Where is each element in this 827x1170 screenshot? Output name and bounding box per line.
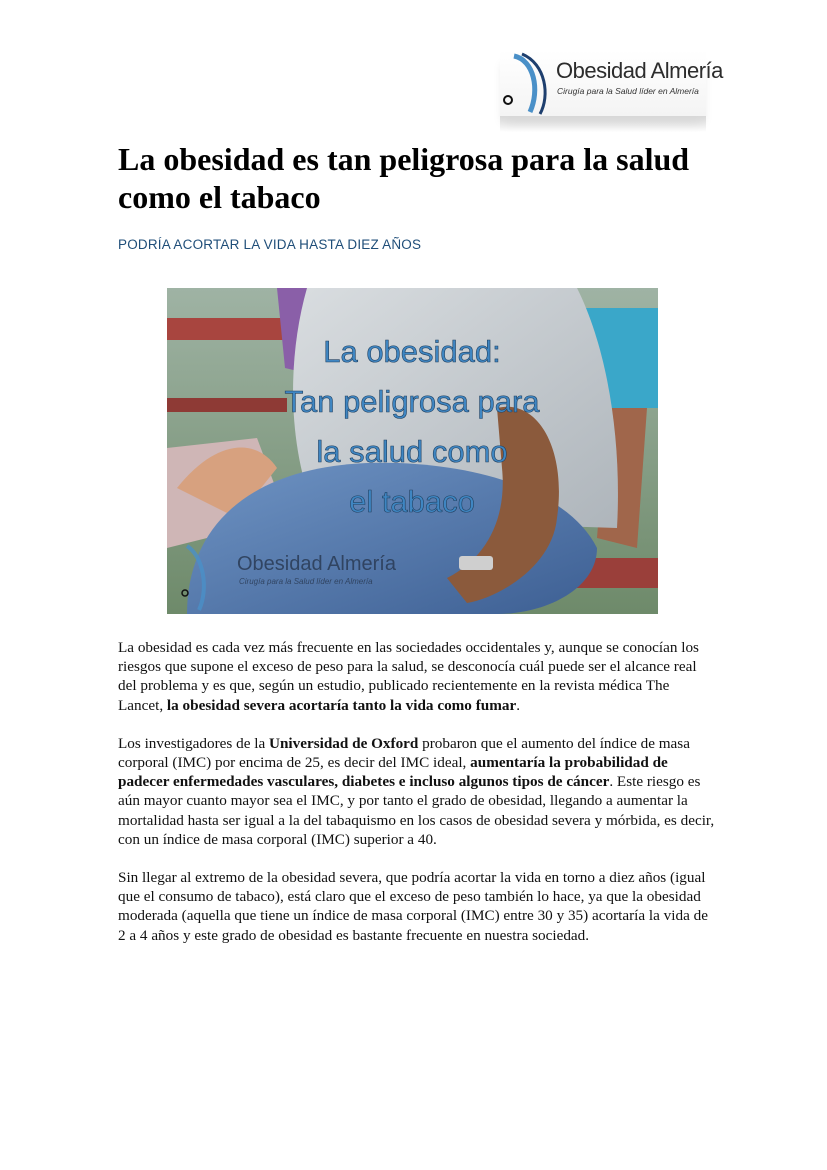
logo-reflection [500,116,706,132]
overlay-line-3: la salud como [316,434,508,469]
overlay-line-2: Tan peligrosa para [284,384,540,419]
article-title: La obesidad es tan peligrosa para la salud como el tabaco [118,141,690,215]
article-subtitle: PODRÍA ACORTAR LA VIDA HASTA DIEZ AÑOS [118,237,422,252]
paragraph-text: La obesidad es cada vez más frecuente en las sociedades occidentales y, aunque se conocían los riesgos que supone el exceso de peso para la salud, se desconocía cuál puede ser el alcance real del problema y es que, según un estudio, publicado recientemente en la revista médica The Lancet, [118,639,699,714]
overlay-line-1: La obesidad: [323,334,501,369]
logo-mark-icon [500,50,560,116]
paragraph-text: Sin llegar al extremo de la obesidad severa, que podría acortar la vida en torno a diez años (igual que el consumo de tabaco), está claro que el exceso de peso también lo hace, ya que la obesidad moderada (aquella que tiene un índice de masa corporal (IMC) entre 30 y 35) acortaría la vida de 2 a 4 años y este grado de obesidad es bastante frecuente en nuestra sociedad. [118,869,708,944]
logo-brand: Obesidad Almería [556,58,723,83]
watermark-brand: Obesidad Almería [237,553,396,575]
logo-tagline: Cirugía para la Salud líder en Almería [557,86,699,96]
overlay-line-4: el tabaco [349,484,475,519]
header-logo [500,50,723,116]
article-photo [167,288,658,614]
paragraph-text: . Este riesgo es aún mayor cuanto mayor sea el IMC, y por tanto el grado de obesidad, llegando a aumentar la mortalidad hasta ser igual a la del tabaquismo en los casos de obesidad severa y mórbida, es decir, con un índice de masa corporal (IMC) superior a 40. [118,773,715,848]
paragraph-text: . [516,696,520,714]
paragraph-3 [118,868,718,945]
watermark-tagline: Cirugía para la Salud líder en Almería [239,577,373,586]
paragraph-text: Los investigadores de la [118,734,269,752]
paragraph-emphasis: la obesidad severa acortaría tanto la vida como fumar [166,696,517,714]
paragraph-1 [118,638,718,715]
paragraph-2 [118,734,718,849]
article-body [118,638,718,964]
paragraph-emphasis: aumentaría la probabilidad de padecer enfermedades vasculares, diabetes e incluso algunos tipos de cáncer [118,754,668,791]
paragraph-text: probaron que el aumento del índice de masa corporal (IMC) por encima de 25, es decir del IMC ideal, [118,734,690,772]
paragraph-emphasis: Universidad de Oxford [269,734,419,752]
